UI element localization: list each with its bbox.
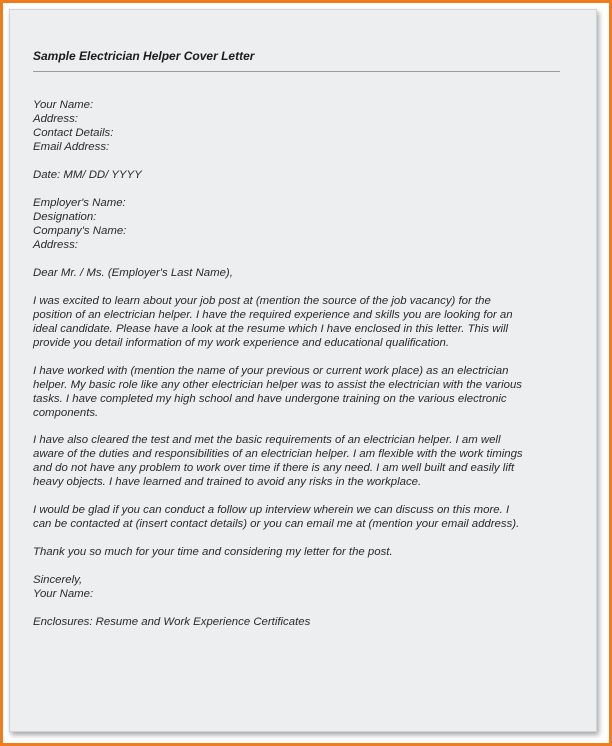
paragraph-line: ideal candidate. Please have a look at the resume which I have enclosed in this letter. This will: [33, 323, 509, 335]
recipient-employer-name: Employer's Name:: [33, 197, 126, 209]
paragraph-line: I have worked with (mention the name of your previous or current work place) as an electrician: [33, 365, 509, 377]
closing: Sincerely,: [33, 574, 83, 586]
paragraph-line: helper. My basic role like any other electrician helper was to assist the electrician with the various: [33, 379, 522, 391]
paragraph-line: aware of the duties and responsibilities of an electrician helper. I am flexible with the work timings: [33, 448, 523, 460]
paragraph-line: I would be glad if you can conduct a follow up interview wherein we can discuss on this more. I: [33, 504, 510, 516]
signature-name: Your Name:: [33, 588, 94, 600]
paragraph-line: heavy objects. I have learned and trained to avoid any risks in the workplace.: [33, 476, 422, 488]
sender-name: Your Name:: [33, 99, 94, 111]
paragraph-line: can be contacted at (insert contact details) or you can email me at (mention your email address).: [33, 518, 520, 530]
paragraph-line: position of an electrician helper. I have the required experience and skills you are looking for an: [33, 309, 513, 321]
paragraph-line: provide you detail information of my work experience and educational qualification.: [33, 337, 449, 349]
paragraph-line: I have also cleared the test and met the basic requirements of an electrician helper. I am well: [33, 434, 501, 446]
letter-date: Date: MM/ DD/ YYYY: [33, 169, 142, 181]
recipient-address: Address:: [33, 239, 78, 251]
sender-contact: Contact Details:: [33, 127, 114, 139]
recipient-company-name: Company's Name:: [33, 225, 127, 237]
title-divider: [33, 71, 560, 72]
paragraph-line: tasks. I have completed my high school and have undergone training on the various electronic: [33, 393, 507, 405]
paragraph-line: Thank you so much for your time and considering my letter for the post.: [33, 546, 393, 558]
paragraph-line: I was excited to learn about your job post at (mention the source of the job vacancy) for the: [33, 295, 491, 307]
paragraph-line: and do not have any problem to work over time if there is any need. I am well built and easily lift: [33, 462, 515, 474]
recipient-designation: Designation:: [33, 211, 97, 223]
paragraph-line: components.: [33, 407, 99, 419]
sender-email: Email Address:: [33, 141, 110, 153]
sender-address: Address:: [33, 113, 78, 125]
document-title: Sample Electrician Helper Cover Letter: [33, 49, 255, 63]
salutation: Dear Mr. / Ms. (Employer's Last Name),: [33, 267, 233, 279]
enclosures: Enclosures: Resume and Work Experience Certificates: [33, 616, 311, 628]
